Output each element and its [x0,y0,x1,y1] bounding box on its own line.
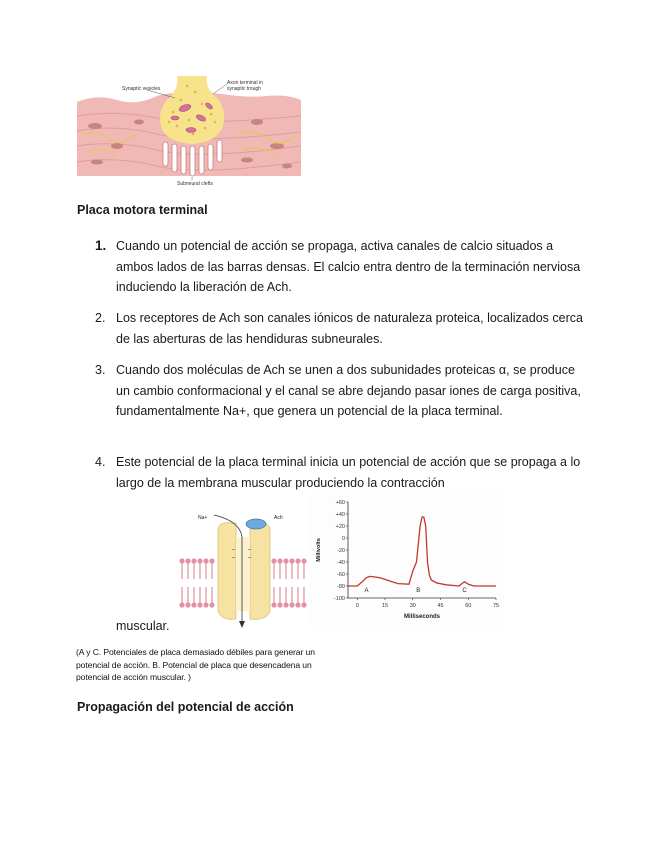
annotation-label: A [364,588,369,594]
y-tick-label: 0 [341,536,345,542]
label-axon-terminal: Axon terminal in [227,80,263,86]
y-tick-label: -60 [337,572,345,578]
neuromuscular-junction-figure [77,76,301,188]
label-ach: Ach [274,515,283,521]
svg-text:–: – [232,547,236,553]
list-item-text: Cuando un potencial de acción se propaga, activa canales de calcio situados a ambos lados de las barras densas. El calcio entra dentro de la terminación nerviosa induciendo la liberación de Ach. [116,239,581,294]
y-tick-label: +20 [335,524,345,530]
figure-caption: (A y C. Potenciales de placa demasiado débiles para generar un potencial de acción. B. Potencial de placa que desencadena un potencial de acción muscular. ) [76,647,315,682]
y-tick-label: +60 [335,500,345,506]
list-item-text: Los receptores de Ach son canales iónicos de naturaleza proteica, localizados cerca de las aberturas de las hendiduras subneurales. [116,311,583,346]
svg-text:–: – [248,547,252,553]
x-tick-label: 30 [409,603,416,609]
ach-channel-figure [178,507,308,633]
svg-text:–: – [232,555,236,561]
section-title-placa-motora: Placa motora terminal [77,203,208,217]
list-item-number: 4. [95,455,106,469]
x-tick-label: 60 [465,603,472,609]
list-item-text: Cuando dos moléculas de Ach se unen a dos subunidades proteicas α, se produce un cambio conformacional y el canal se abre dejando pasar iones de carga positiva, fundamentalmente Na+, que genera un potencial de la placa terminal. [116,363,581,418]
section-title-propagacion: Propagación del potencial de acción [77,700,294,714]
list-item-text: Este potencial de la placa terminal inicia un potencial de acción que se propaga a lo largo de la membrana muscular produciendo la contracción [116,455,581,490]
list-item-text-tail: muscular. [116,619,170,633]
ach-channel-illustration [178,507,308,633]
chart-svg [310,494,504,626]
label-synaptic-vesicles: Synaptic vesicles [122,86,161,92]
y-tick-label: -40 [337,560,345,566]
y-tick-label: +40 [335,512,345,518]
svg-text:–: – [248,555,252,561]
end-plate-potential-chart [310,494,504,626]
list-item-number: 2. [95,311,106,325]
synapse-illustration [77,76,301,188]
x-tick-label: 45 [437,603,444,609]
list-item-number: 3. [95,363,106,377]
x-tick-label: 15 [381,603,389,609]
annotation-label: C [462,588,467,594]
x-axis-label: Milliseconds [403,614,441,620]
y-axis-label: Millivolts [316,538,322,562]
list-item-number: 1. [95,238,107,253]
label-na-ion: Na+ [198,515,208,521]
x-tick-label: 0 [355,603,359,609]
label-synaptic-trough: synaptic trough [227,86,261,92]
x-tick-label: 75 [492,603,500,609]
y-tick-label: -80 [337,584,345,590]
label-subneural-clefts: Subneural clefts [177,181,213,187]
y-tick-label: -20 [337,548,345,554]
annotation-label: B [416,588,421,594]
y-tick-label: -100 [333,596,345,602]
